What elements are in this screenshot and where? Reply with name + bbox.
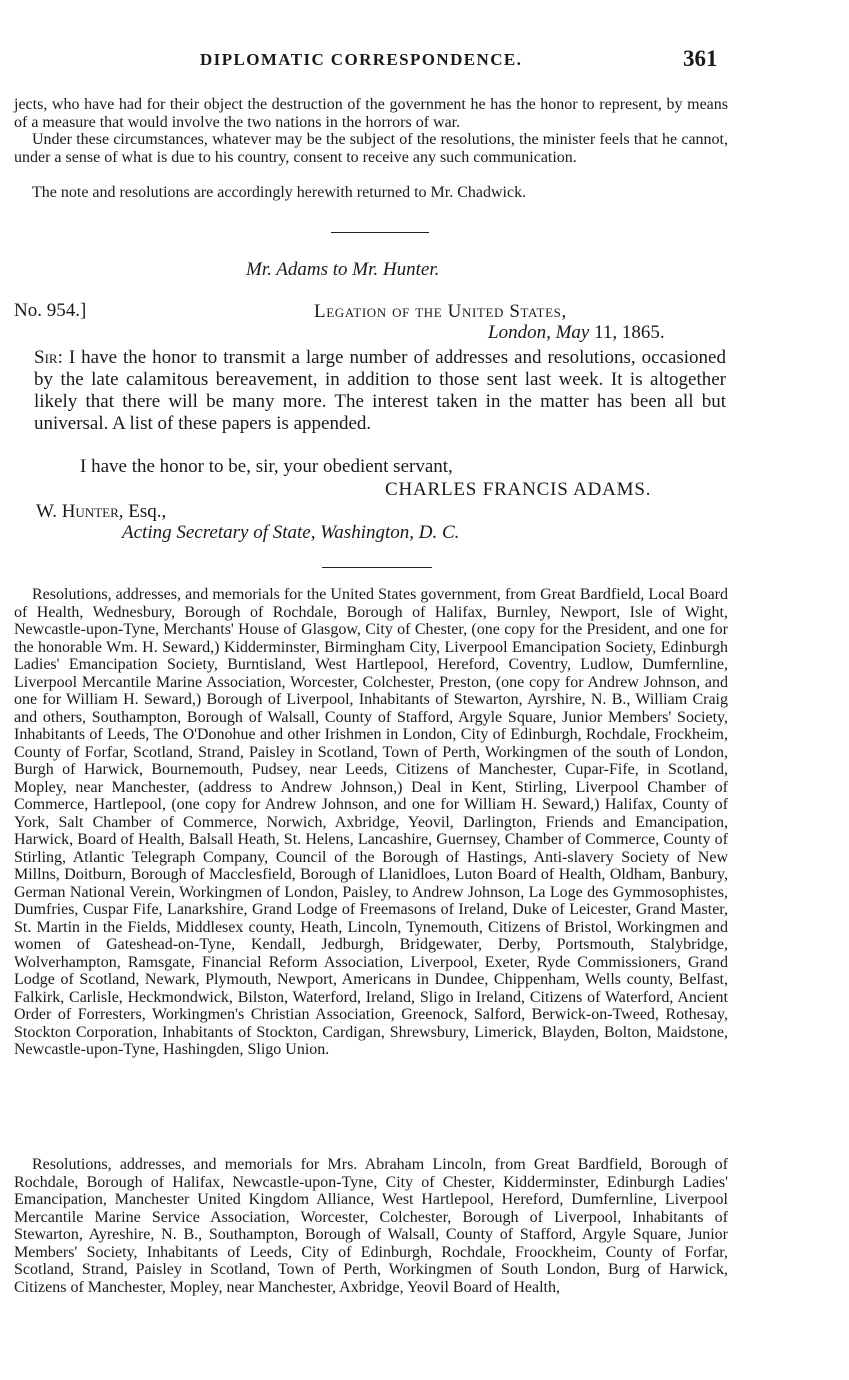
addressee-title: Acting Secretary of State, Washington, D. C. [122,522,460,543]
addressee-suffix: , Esq., [118,501,167,522]
letter-body [34,347,726,435]
continuation-paragraph-1: jects, who have had for their object the destruction of the government he has the honor to represent, by means of a measure that would involve the two nations in the horrors of war. [14,96,728,131]
letter-closing: I have the honor to be, sir, your obedient servant, [80,456,453,477]
letter-day-year: 11, 1865. [594,322,665,343]
addressee-surname: Hunter [61,501,119,522]
place-date-line [488,322,665,344]
continuation-paragraph-3: The note and resolutions are accordingly herewith returned to Mr. Chadwick. [32,184,527,201]
addressee-initial: W. [36,501,57,522]
section-divider [331,232,429,233]
page-number: 361 [683,46,718,71]
header-title: DIPLOMATIC CORRESPONDENCE. [200,50,523,69]
letter-salutation: Sir [34,347,58,368]
running-header [0,46,849,76]
legation-line: Legation of the United States, [314,301,567,322]
mrs-lincoln-list-paragraph: Resolutions, addresses, and memorials for Mrs. Abraham Lincoln, from Great Bardfield, Borough of Rochdale, Borough of Halifax, Newcastle-upon-Tyne, City of Chester, Kidderminster, Edinburgh Ladies' Emancipation, Manchester United Kingdom Alliance, West Hartlepool, Hereford, Dumfernline, Liverpool Mercantile Marine Service Association, Worcester, Colchester, Borough of Liverpool, Inhabitants of Stewarton, Ayreshire, N. B., Southampton, Borough of Walsall, County of Stafford, Argyle Square, Junior Members' Society, Inhabitants of Leeds, City of Edinburgh, Rochdale, Froockheim, County of Forfar, Scotland, Strand, Paisley in Scotland, Town of Perth, Workingmen of South London, Burg of Harwick, Citizens of Manchester, Mopley, near Manchester, Axbridge, Yeovil Board of Health, [14,1156,728,1296]
letter-signature: CHARLES FRANCIS ADAMS. [385,479,652,500]
section-divider [322,567,432,568]
addressee-name [36,501,166,523]
continuation-paragraph-2: Under these circumstances, whatever may be the subject of the resolutions, the minister feels that he cannot, under a sense of what is due to his country, consent to receive any such communication. [14,131,728,166]
letter-place: London, [488,322,551,343]
letter-month: May [555,322,590,343]
government-list-paragraph: Resolutions, addresses, and memorials for the United States government, from Great Bardfield, Local Board of Health, Wednesbury, Borough of Rochdale, Borough of Halifax, Burnley, Newport, Isle of Wight, Newcastle-upon-Tyne, Merchants' House of Glasgow, City of Chester, (one copy for the President, and one for the honorable Wm. H. Seward,) Kidderminster, Birmingham City, Liverpool Emancipation Society, Edinburgh Ladies' Emancipation Society, Burntisland, West Hartlepool, Hereford, Coventry, Ludlow, Dumfernline, Liverpool Mercantile Marine Association, Worcester, Colchester, Preston, (one copy for Andrew Johnson, and one for William H. Seward,) Borough of Liverpool, Inhabitants of Stewarton, Ayrshire, N. B., William Craig and others, Southampton, Borough of Walsall, County of Stafford, Argyle Square, Junior Members' Society, Inhabitants of Leeds, The O'Donohue and other Irishmen in London, City of Edinburgh, Rochdale, Frockheim, County of Forfar, Scotland, Strand, Paisley in Scotland, Town of Perth, Workingmen of the south of London, Burgh of Harwick, Bournemouth, Pudsey, near Leeds, Citizens of Manchester, Cupar-Fife, in Scotland, Mopley, near Manchester, (address to Andrew Johnson,) Deal in Kent, Stirling, Liverpool Chamber of Commerce, Hartlepool, (one copy for Andrew Johnson, and one for William H. Seward,) Halifax, County of York, Salt Chamber of Commerce, Norwich, Axbridge, Yeovil, Darlington, Friends and Emancipation, Harwick, Board of Health, Balsall Heath, St. Helens, Lancashire, Guernsey, Chamber of Commerce, County of Stirling, Atlantic Telegraph Company, Council of the Borough of Hastings, Anti-slavery Society of New Millns, Doitburn, Borough of Macclesfield, Borough of Llanidloes, Luton Board of Health, Oldham, Banbury, German National Verein, Workingmen of London, Paisley, to Andrew Johnson, La Loge des Gymmosophistes, Dumfries, Cuspar Fife, Lanarkshire, Grand Lodge of Freemasons of Ireland, Duke of Leicester, Grand Master, St. Martin in the Fields, Middlesex county, Heath, Lincoln, Tynemouth, Citizens of Bristol, Workingmen and women of Gateshead-on-Tyne, Kendall, Jedburgh, Bridgewater, Derby, Portsmouth, Stalybridge, Wolverhampton, Ramsgate, Financial Reform Association, Liverpool, Exeter, Ryde Commissioners, Grand Lodge of Scotland, Newark, Plymouth, Newport, Americans in Dundee, Chippenham, Wells county, Belfast, Falkirk, Carlisle, Heckmondwick, Bilston, Waterford, Ireland, Sligo in Ireland, Citizens of Waterford, Ancient Order of Forresters, Workingmen's Christian Association, Greenock, Salford, Berwick-on-Tweed, Rothesay, Stockton Corporation, Inhabitants of Stockton, Cardigan, Shrewsbury, Limerick, Blayden, Bolton, Maidstone, Newcastle-upon-Tyne, Hashingden, Sligo Union. [14,586,728,1058]
dispatch-number: No. 954.] [14,300,87,321]
letter-heading: Mr. Adams to Mr. Hunter. [246,259,440,280]
letter-body-text: : I have the honor to transmit a large number of addresses and resolutions, occasioned by the late calamitous bereavement, in addition to those sent last week. It is altogether likely that there will be many more. The interest taken in the matter has been all but universal. A list of these papers is appended. [34,347,726,434]
